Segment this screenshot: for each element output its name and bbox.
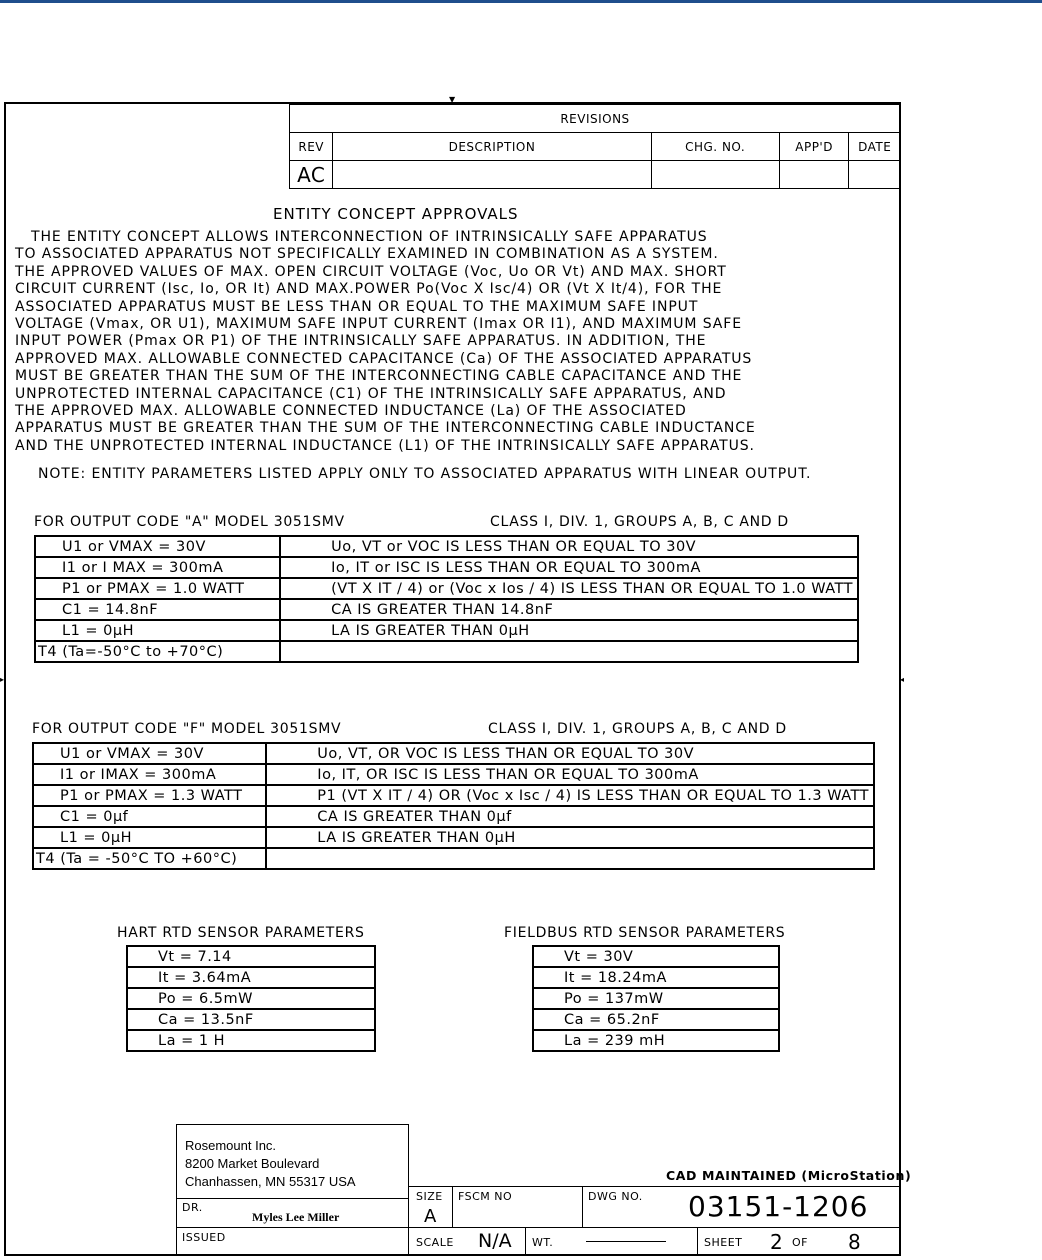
- param-row: [33, 848, 874, 869]
- wt-label: WT.: [532, 1236, 554, 1249]
- issued-label: ISSUED: [182, 1231, 226, 1244]
- sensor-row: [127, 988, 375, 1009]
- sensor-row: [533, 1009, 779, 1030]
- param-limit: T4 (Ta=-50°C to +70°C): [35, 641, 280, 662]
- col-rev: REV: [290, 133, 333, 161]
- sensor-row: [127, 946, 375, 967]
- revisions-title: REVISIONS: [290, 105, 901, 133]
- scale-value: N/A: [478, 1230, 512, 1252]
- param-condition: [280, 641, 858, 662]
- param-row: [33, 827, 874, 848]
- param-limit: L1 = 0μH: [33, 827, 266, 848]
- table-a-header-right: CLASS I, DIV. 1, GROUPS A, B, C AND D: [490, 514, 789, 530]
- fieldbus-title: FIELDBUS RTD SENSOR PARAMETERS: [504, 925, 786, 941]
- dr-label: DR.: [182, 1201, 203, 1214]
- date-value: [849, 161, 901, 189]
- sensor-row: [533, 988, 779, 1009]
- body-paragraph: [15, 229, 756, 455]
- hart-title: HART RTD SENSOR PARAMETERS: [117, 925, 365, 941]
- dwg-label: DWG NO.: [588, 1190, 643, 1203]
- param-condition: Uo, VT or VOC IS LESS THAN OR EQUAL TO 30V: [280, 536, 858, 557]
- param-limit: I1 or I MAX = 300mA: [35, 557, 280, 578]
- dwg-value: 03151-1206: [688, 1190, 869, 1223]
- appd-value: [779, 161, 849, 189]
- chg-no-value: [651, 161, 779, 189]
- param-row: [33, 743, 874, 764]
- sensor-value: La = 239 mH: [533, 1030, 779, 1051]
- sensor-value: Vt = 7.14: [127, 946, 375, 967]
- paragraph-line: THE APPROVED VALUES OF MAX. OPEN CIRCUIT VOLTAGE (Voc, Uo OR Vt) AND MAX. SHORT: [15, 263, 727, 280]
- param-row: [35, 641, 858, 662]
- table-a-header-left: FOR OUTPUT CODE "A" MODEL 3051SMV: [34, 514, 345, 530]
- sensor-value: La = 1 H: [127, 1030, 375, 1051]
- of-value: 8: [848, 1230, 861, 1254]
- param-condition: [266, 848, 874, 869]
- sensor-row: [533, 967, 779, 988]
- param-row: [35, 536, 858, 557]
- param-limit: P1 or PMAX = 1.3 WATT: [33, 785, 266, 806]
- sheet-label: SHEET: [704, 1236, 743, 1249]
- sensor-value: Vt = 30V: [533, 946, 779, 967]
- param-row: [33, 785, 874, 806]
- paragraph-line: CIRCUIT CURRENT (Isc, Io, OR It) AND MAX.POWER Po(Voc X Isc/4) OR (Vt X It/4), FOR THE: [15, 281, 723, 298]
- col-description: DESCRIPTION: [333, 133, 651, 161]
- sensor-row: [127, 1030, 375, 1051]
- param-condition: Io, IT or ISC IS LESS THAN OR EQUAL TO 300mA: [280, 557, 858, 578]
- note-text: NOTE: ENTITY PARAMETERS LISTED APPLY ONLY TO ASSOCIATED APPARATUS WITH LINEAR OUTPUT.: [38, 466, 812, 482]
- param-condition: CA IS GREATER THAN 14.8nF: [280, 599, 858, 620]
- company-box: [176, 1124, 409, 1199]
- param-row: [33, 806, 874, 827]
- paragraph-line: TO ASSOCIATED APPARATUS NOT SPECIFICALLY EXAMINED IN COMBINATION AS A SYSTEM.: [15, 246, 719, 263]
- cad-note: CAD MAINTAINED (MicroStation): [666, 1168, 912, 1183]
- left-center-mark: ▸: [0, 675, 5, 684]
- fieldbus-table: [532, 945, 780, 1052]
- sensor-row: [127, 967, 375, 988]
- company-line: Rosemount Inc.: [185, 1138, 277, 1153]
- rev-value: AC: [290, 161, 333, 189]
- table-a: [34, 535, 859, 663]
- title-block: [176, 1124, 912, 1256]
- param-row: [35, 620, 858, 641]
- dr-signature: Myles Lee Miller: [252, 1210, 340, 1224]
- sensor-value: It = 3.64mA: [127, 967, 375, 988]
- param-condition: (VT X IT / 4) or (Voc x Ios / 4) IS LESS THAN OR EQUAL TO 1.0 WATT: [280, 578, 858, 599]
- paragraph-line: INPUT POWER (Pmax OR P1) OF THE INTRINSICALLY SAFE APPARATUS. IN ADDITION, THE: [15, 333, 707, 350]
- sensor-value: Ca = 13.5nF: [127, 1009, 375, 1030]
- param-condition: Io, IT, OR ISC IS LESS THAN OR EQUAL TO 300mA: [266, 764, 874, 785]
- paragraph-line: VOLTAGE (Vmax, OR U1), MAXIMUM SAFE INPUT CURRENT (Imax OR I1), AND MAXIMUM SAFE: [15, 316, 742, 333]
- paragraph-line: THE APPROVED MAX. ALLOWABLE CONNECTED INDUCTANCE (La) OF THE ASSOCIATED: [15, 403, 687, 420]
- param-condition: P1 (VT X IT / 4) OR (Voc x Isc / 4) IS LESS THAN OR EQUAL TO 1.3 WATT: [266, 785, 874, 806]
- table-f-header-left: FOR OUTPUT CODE "F" MODEL 3051SMV: [32, 721, 342, 737]
- sensor-row: [533, 946, 779, 967]
- table-f: [32, 742, 875, 870]
- param-limit: U1 or VMAX = 30V: [35, 536, 280, 557]
- sensor-row: [533, 1030, 779, 1051]
- param-condition: CA IS GREATER THAN 0μf: [266, 806, 874, 827]
- company-address: [185, 1137, 356, 1191]
- paragraph-line: APPROVED MAX. ALLOWABLE CONNECTED CAPACITANCE (Ca) OF THE ASSOCIATED APPARATUS: [15, 350, 753, 367]
- col-appd: APP'D: [779, 133, 849, 161]
- col-date: DATE: [849, 133, 901, 161]
- description-value: [333, 161, 651, 189]
- param-limit: L1 = 0μH: [35, 620, 280, 641]
- company-line: 8200 Market Boulevard: [185, 1156, 320, 1171]
- paragraph-line: UNPROTECTED INTERNAL CAPACITANCE (C1) OF THE INTRINSICALLY SAFE APPARATUS, AND: [15, 385, 727, 402]
- page-top-rule: [0, 0, 1042, 3]
- revisions-table: [289, 104, 901, 189]
- size-value: A: [424, 1206, 437, 1227]
- paragraph-line: MUST BE GREATER THAN THE SUM OF THE INTERCONNECTING CABLE CAPACITANCE AND THE: [15, 368, 743, 385]
- sensor-value: It = 18.24mA: [533, 967, 779, 988]
- param-limit: U1 or VMAX = 30V: [33, 743, 266, 764]
- param-condition: LA IS GREATER THAN 0μH: [266, 827, 874, 848]
- sheet-value: 2: [770, 1230, 783, 1254]
- table-f-header-right: CLASS I, DIV. 1, GROUPS A, B, C AND D: [488, 721, 787, 737]
- param-limit: C1 = 14.8nF: [35, 599, 280, 620]
- param-limit: T4 (Ta = -50°C TO +60°C): [33, 848, 266, 869]
- param-row: [35, 578, 858, 599]
- param-row: [35, 599, 858, 620]
- doc-title: ENTITY CONCEPT APPROVALS: [273, 205, 519, 223]
- sensor-value: Po = 6.5mW: [127, 988, 375, 1009]
- param-condition: LA IS GREATER THAN 0μH: [280, 620, 858, 641]
- wt-line: [586, 1241, 666, 1242]
- size-label: SIZE: [416, 1190, 443, 1203]
- param-limit: P1 or PMAX = 1.0 WATT: [35, 578, 280, 599]
- paragraph-line: AND THE UNPROTECTED INTERNAL INDUCTANCE (L1) OF THE INTRINSICALLY SAFE APPARATUS.: [15, 437, 755, 454]
- right-center-mark: ◂: [900, 675, 905, 684]
- sensor-value: Ca = 65.2nF: [533, 1009, 779, 1030]
- fscm-label: FSCM NO: [458, 1190, 513, 1203]
- top-center-mark: ▼: [449, 95, 456, 104]
- of-label: OF: [792, 1236, 808, 1249]
- param-limit: C1 = 0μf: [33, 806, 266, 827]
- sensor-row: [127, 1009, 375, 1030]
- paragraph-line: THE ENTITY CONCEPT ALLOWS INTERCONNECTION OF INTRINSICALLY SAFE APPARATUS: [15, 229, 708, 245]
- company-line: Chanhassen, MN 55317 USA: [185, 1174, 356, 1189]
- param-row: [35, 557, 858, 578]
- sensor-value: Po = 137mW: [533, 988, 779, 1009]
- hart-table: [126, 945, 376, 1052]
- col-chg-no: CHG. NO.: [651, 133, 779, 161]
- paragraph-line: ASSOCIATED APPARATUS MUST BE LESS THAN OR EQUAL TO THE MAXIMUM SAFE INPUT: [15, 298, 699, 315]
- param-limit: I1 or IMAX = 300mA: [33, 764, 266, 785]
- param-row: [33, 764, 874, 785]
- paragraph-line: APPARATUS MUST BE GREATER THAN THE SUM OF THE INTERCONNECTING CABLE INDUCTANCE: [15, 420, 756, 437]
- scale-label: SCALE: [416, 1236, 454, 1249]
- param-condition: Uo, VT, OR VOC IS LESS THAN OR EQUAL TO 30V: [266, 743, 874, 764]
